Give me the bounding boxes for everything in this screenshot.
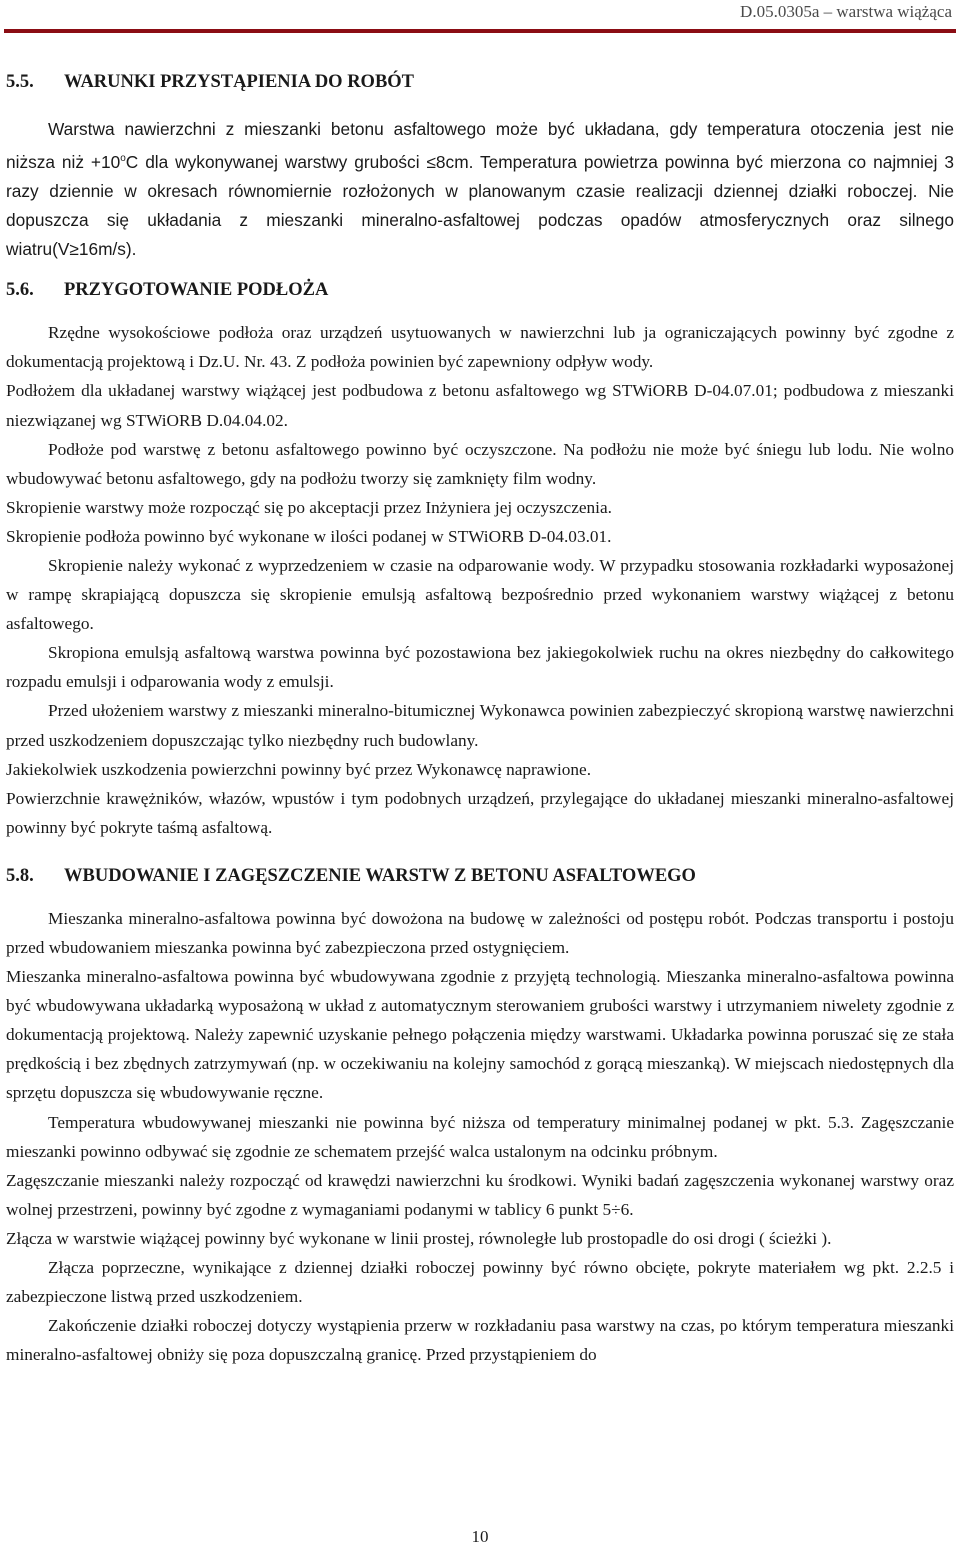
paragraph: Podłoże pod warstwę z betonu asfaltowego powinno być oczyszczone. Na podłożu nie może być śniegu lub lodu. Nie wolno wbudowywać betonu asfaltowego, gdy na podłożu tworzy się zamknięty film wodny. bbox=[6, 439, 954, 488]
section-body-5-6 bbox=[6, 318, 954, 842]
paragraph: Skropienie warstwy może rozpocząć się po akceptacji przez Inżyniera jej oczyszczenia. bbox=[6, 497, 612, 517]
paragraph: Temperatura wbudowywanej mieszanki nie powinna być niższa od temperatury minimalnej podanej w pkt. 5.3. Zagęszczanie mieszanki powinno odbywać się zgodnie ze schematem przejść walca ustalonym na odcinku próbnym. bbox=[6, 1112, 954, 1161]
section-title: PRZYGOTOWANIE PODŁOŻA bbox=[64, 280, 329, 301]
paragraph: Zagęszczanie mieszanki należy rozpocząć od krawędzi nawierzchni ku środkowi. Wyniki badań zagęszczenia wykonanej warstwy oraz wolnej przestrzeni, powinny być zgodne z wymaganiami podanymi w tablicy 6 punkt 5÷6. bbox=[6, 1170, 954, 1219]
paragraph: Zakończenie działki roboczej dotyczy wystąpienia przerw w rozkładaniu pasa warstwy na czas, po którym temperatura mieszanki mineralno-asfaltowej obniży się poza dopuszczalną granicę. Przed przystąpieniem do bbox=[6, 1316, 954, 1365]
paragraph: Podłożem dla układanej warstwy wiążącej jest podbudowa z betonu asfaltowego wg STWiORB D-04.07.01; podbudowa z mieszanki niezwiązanej wg STWiORB D.04.04.02. bbox=[6, 381, 954, 430]
section-heading-5-5 bbox=[6, 68, 954, 96]
paragraph: Powierzchnie krawężników, włazów, wpustów i tym podobnych urządzeń, przylegające do układanej mieszanki mineralno-asfaltowej powinny być pokryte taśmą asfaltową. bbox=[6, 788, 954, 837]
section-heading-5-6 bbox=[6, 276, 954, 304]
header-rule bbox=[4, 29, 956, 33]
paragraph: Mieszanka mineralno-asfaltowa powinna być dowożona na budowę w zależności od postępu robót. Podczas transportu i postoju przed wbudowaniem mieszanka powinna być zabezpieczona przed ostygnięciem. bbox=[6, 908, 954, 958]
paragraph: Jakiekolwiek uszkodzenia powierzchni powinny być przez Wykonawcę naprawione. bbox=[6, 759, 592, 779]
paragraph: Skropiona emulsją asfaltową warstwa powinna być pozostawiona bez jakiegokolwiek ruchu na okres niezbędny do całkowitego rozpadu emulsji i odparowania wody z emulsji. bbox=[6, 643, 954, 692]
paragraph: Złącza w warstwie wiążącej powinny być wykonane w linii prostej, równoległe lub prostopadle do osi drogi ( ścieżki ). bbox=[6, 1228, 832, 1248]
section-number: 5.5. bbox=[6, 72, 34, 92]
section-body-5-8 bbox=[6, 904, 954, 1370]
document-body bbox=[6, 62, 954, 1369]
paragraph: Złącza poprzeczne, wynikające z dziennej działki roboczej powinny być równo obcięte, pokryte materiałem wg pkt. 2.2.5 i zabezpieczone listwą przed uszkodzeniem. bbox=[6, 1258, 954, 1307]
page-number: 10 bbox=[471, 1527, 489, 1546]
running-header: D.05.0305a – warstwa wiążąca bbox=[740, 2, 952, 21]
section-title: WBUDOWANIE I ZAGĘSZCZENIE WARSTW Z BETONU ASFALTOWEGO bbox=[64, 865, 696, 886]
section-heading-5-8 bbox=[6, 862, 954, 890]
section-number: 5.6. bbox=[6, 280, 34, 301]
section-title: WARUNKI PRZYSTĄPIENIA DO ROBÓT bbox=[64, 72, 415, 92]
paragraph: Skropienie należy wykonać z wyprzedzeniem w czasie na odparowanie wody. W przypadku stosowania rozkładarki wyposażonej w rampę skrapiającą dopuszcza się skropienie emulsją asfaltową bezpośrednio przed wykonaniem warstwy wiążącej z betonu asfaltowego. bbox=[6, 555, 954, 634]
section-number: 5.8. bbox=[6, 865, 34, 886]
paragraph: Rzędne wysokościowe podłoża oraz urządzeń usytuowanych w nawierzchni lub ja ograniczających powinny być zgodne z dokumentacją projektową i Dz.U. Nr. 43. Z podłoża powinien być zapewniony odpływ wody. bbox=[6, 323, 954, 372]
paragraph: Mieszanka mineralno-asfaltowa powinna być wbudowywana zgodnie z przyjętą technologią. Mieszanka mineralno-asfaltowa powinna być wbudowywana układarką wyposażoną w układ z automatycznym sterowaniem grubości warstwy i utrzymaniem niwelety zgodnie z dokumentacją projektową. Należy zapewnić uzyskanie pełnego połączenia między warstwami. Układarka powinna poruszać się ze stała prędkością i bez zbędnych zatrzymywań (np. w oczekiwaniu na kolejny samochód z gorącą mieszanką). W miejscach niedostępnych dla sprzętu dopuszcza się wbudowywanie ręczne. bbox=[6, 967, 954, 1103]
paragraph: Warstwa nawierzchni z mieszanki betonu asfaltowego może być układana, gdy temperatura otoczenia jest nie niższa niż $+10^oC$ dla wykonywanej warstwy grubości ≤8cm. Temperatura powietrza powinna być mierzona co najmniej 3 razy dziennie w okresach równomiernie rozłożonych w planowanym czasie realizacji dziennej działki roboczej. Nie dopuszcza się układania z mieszanki mineralno-asfaltowej podczas opadów atmosferycznych oraz silnego wiatru(V≥16m/s). bbox=[6, 119, 954, 260]
paragraph: Przed ułożeniem warstwy z mieszanki mineralno-bitumicznej Wykonawca powinien zabezpieczyć skropioną warstwę nawierzchni przed uszkodzeniem dopuszczając tylko niezbędny ruch budowlany. bbox=[6, 701, 954, 750]
paragraph: Skropienie podłoża powinno być wykonane w ilości podanej w STWiORB D-04.03.01. bbox=[6, 526, 612, 546]
